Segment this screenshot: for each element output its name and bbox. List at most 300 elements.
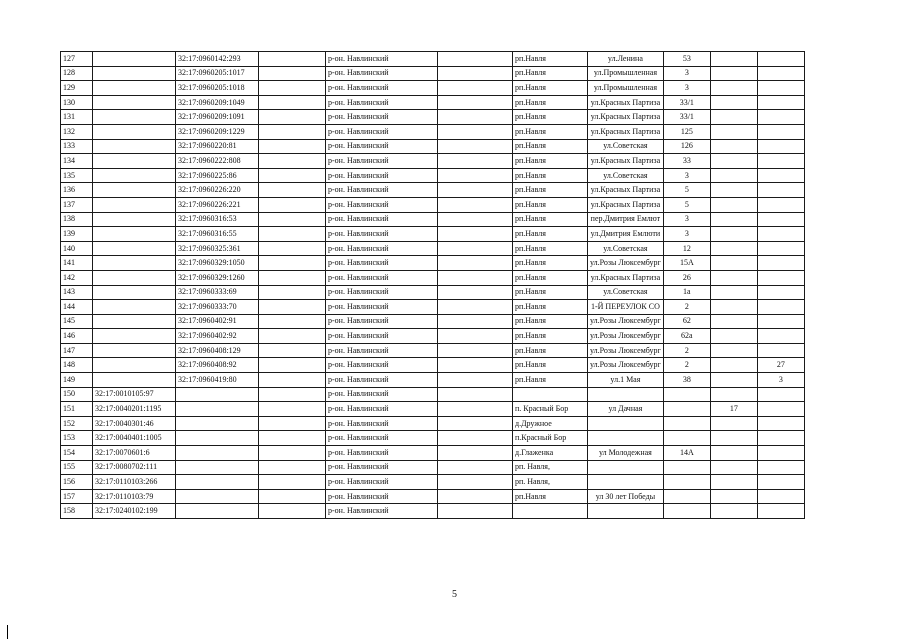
table-cell: [663, 504, 710, 519]
table-cell: ул.Советская: [588, 285, 664, 300]
table-cell: [757, 402, 804, 417]
table-cell: [757, 489, 804, 504]
table-cell: 144: [61, 300, 93, 315]
table-cell: ул.Розы Люксембург: [588, 329, 664, 344]
table-cell: [588, 475, 664, 490]
table-cell: [259, 197, 326, 212]
table-cell: [93, 168, 176, 183]
table-cell: 32:17:0010105:97: [93, 387, 176, 402]
table-cell: [259, 446, 326, 461]
table-cell: [710, 475, 757, 490]
table-cell: [710, 329, 757, 344]
table-cell: ул.Красных Партиза: [588, 154, 664, 169]
table-row: [61, 256, 805, 271]
table-cell: [710, 489, 757, 504]
table-cell: р-он. Навлинский: [326, 460, 438, 475]
table-cell: р-он. Навлинский: [326, 212, 438, 227]
table-cell: [438, 168, 513, 183]
table-cell: [259, 387, 326, 402]
table-cell: 32:17:0960408:92: [176, 358, 259, 373]
table-cell: [663, 416, 710, 431]
table-cell: рп.Навля: [513, 212, 588, 227]
table-row: [61, 446, 805, 461]
table-cell: ул.Красных Партиза: [588, 124, 664, 139]
table-row: [61, 460, 805, 475]
table-cell: [93, 256, 176, 271]
table-cell: р-он. Навлинский: [326, 475, 438, 490]
table-cell: [259, 300, 326, 315]
table-cell: 127: [61, 52, 93, 67]
table-cell: рп.Навля: [513, 168, 588, 183]
table-row: [61, 154, 805, 169]
table-cell: 131: [61, 110, 93, 125]
table-cell: р-он. Навлинский: [326, 314, 438, 329]
table-cell: 32:17:0960205:1017: [176, 66, 259, 81]
table-cell: [438, 343, 513, 358]
table-cell: [176, 460, 259, 475]
table-cell: [757, 241, 804, 256]
table-cell: 133: [61, 139, 93, 154]
table-cell: [176, 504, 259, 519]
table-cell: рп.Навля: [513, 358, 588, 373]
table-cell: 3: [663, 227, 710, 242]
table-cell: р-он. Навлинский: [326, 95, 438, 110]
table-cell: [710, 227, 757, 242]
table-row: [61, 475, 805, 490]
table-cell: 158: [61, 504, 93, 519]
table-cell: 32:17:0960333:70: [176, 300, 259, 315]
table-cell: [710, 256, 757, 271]
table-cell: [259, 139, 326, 154]
table-cell: [588, 387, 664, 402]
table-row: [61, 124, 805, 139]
table-cell: [710, 154, 757, 169]
table-cell: [259, 168, 326, 183]
table-cell: [710, 197, 757, 212]
table-cell: р-он. Навлинский: [326, 358, 438, 373]
table-cell: [757, 343, 804, 358]
table-cell: [757, 446, 804, 461]
table-cell: ул.Промышленная: [588, 81, 664, 96]
table-cell: [438, 431, 513, 446]
table-cell: [710, 139, 757, 154]
table-row: [61, 81, 805, 96]
table-cell: 137: [61, 197, 93, 212]
table-cell: ул.Красных Партиза: [588, 197, 664, 212]
table-cell: п.Красный Бор: [513, 431, 588, 446]
table-cell: р-он. Навлинский: [326, 329, 438, 344]
table-cell: [757, 329, 804, 344]
table-cell: [259, 227, 326, 242]
table-cell: 148: [61, 358, 93, 373]
table-cell: [93, 110, 176, 125]
table-cell: 3: [663, 212, 710, 227]
table-cell: 32:17:0960316:55: [176, 227, 259, 242]
table-cell: 15А: [663, 256, 710, 271]
table-cell: 142: [61, 270, 93, 285]
table-row: [61, 387, 805, 402]
table-cell: рп.Навля: [513, 270, 588, 285]
table-cell: [93, 154, 176, 169]
table-cell: [513, 504, 588, 519]
table-cell: р-он. Навлинский: [326, 402, 438, 417]
table-cell: [93, 270, 176, 285]
table-cell: [710, 168, 757, 183]
table-cell: [710, 212, 757, 227]
table-cell: 146: [61, 329, 93, 344]
table-cell: 33/1: [663, 110, 710, 125]
table-cell: 32:17:0040401:1005: [93, 431, 176, 446]
table-cell: [176, 446, 259, 461]
table-cell: 5: [663, 197, 710, 212]
table-cell: рп.Навля: [513, 139, 588, 154]
table-cell: [93, 66, 176, 81]
table-cell: [93, 227, 176, 242]
table-cell: [438, 154, 513, 169]
table-cell: [176, 387, 259, 402]
table-cell: [438, 504, 513, 519]
table-cell: ул.Красных Партиза: [588, 270, 664, 285]
table-cell: [438, 66, 513, 81]
table-cell: рп.Навля: [513, 95, 588, 110]
table-cell: 139: [61, 227, 93, 242]
table-cell: 32:17:0960329:1050: [176, 256, 259, 271]
table-cell: ул.Розы Люксембург: [588, 358, 664, 373]
table-cell: [757, 110, 804, 125]
table-cell: [438, 416, 513, 431]
table-cell: 32:17:0960209:1049: [176, 95, 259, 110]
table-cell: р-он. Навлинский: [326, 241, 438, 256]
table-cell: [259, 212, 326, 227]
table-cell: [259, 431, 326, 446]
table-cell: рп.Навля: [513, 373, 588, 388]
table-cell: [710, 52, 757, 67]
table-cell: 151: [61, 402, 93, 417]
records-table: [60, 51, 805, 519]
table-cell: [259, 314, 326, 329]
table-cell: [438, 460, 513, 475]
table-cell: [93, 329, 176, 344]
table-row: [61, 329, 805, 344]
table-cell: р-он. Навлинский: [326, 139, 438, 154]
table-cell: 3: [663, 168, 710, 183]
table-cell: 147: [61, 343, 93, 358]
table-cell: [259, 489, 326, 504]
table-cell: [710, 387, 757, 402]
table-row: [61, 358, 805, 373]
table-cell: [259, 256, 326, 271]
table-cell: [259, 110, 326, 125]
table-cell: [176, 402, 259, 417]
table-cell: [93, 52, 176, 67]
table-cell: [513, 387, 588, 402]
table-cell: 32:17:0240102:199: [93, 504, 176, 519]
table-row: [61, 66, 805, 81]
table-cell: ул.Ленина: [588, 52, 664, 67]
table-cell: [588, 460, 664, 475]
table-row: [61, 168, 805, 183]
table-cell: ул.Советская: [588, 241, 664, 256]
table-cell: 141: [61, 256, 93, 271]
table-cell: 132: [61, 124, 93, 139]
table-cell: [710, 183, 757, 198]
table-cell: рп.Навля: [513, 227, 588, 242]
table-cell: р-он. Навлинский: [326, 431, 438, 446]
table-row: [61, 416, 805, 431]
table-cell: [757, 416, 804, 431]
table-cell: [259, 154, 326, 169]
table-cell: [757, 183, 804, 198]
table-cell: [438, 197, 513, 212]
table-cell: рп.Навля: [513, 110, 588, 125]
table-cell: 5: [663, 183, 710, 198]
table-cell: рп.Навля: [513, 314, 588, 329]
table-cell: 155: [61, 460, 93, 475]
table-cell: [710, 300, 757, 315]
table-cell: 145: [61, 314, 93, 329]
table-row: [61, 52, 805, 67]
table-cell: 32:17:0960329:1260: [176, 270, 259, 285]
table-cell: 152: [61, 416, 93, 431]
table-cell: [710, 446, 757, 461]
table-cell: [438, 95, 513, 110]
table-cell: 3: [663, 81, 710, 96]
table-row: [61, 504, 805, 519]
table-cell: [259, 285, 326, 300]
table-cell: [438, 475, 513, 490]
table-cell: [710, 343, 757, 358]
table-cell: р-он. Навлинский: [326, 416, 438, 431]
table-cell: [588, 416, 664, 431]
table-cell: [259, 475, 326, 490]
table-cell: [259, 402, 326, 417]
table-cell: р-он. Навлинский: [326, 256, 438, 271]
table-cell: рп.Навля: [513, 66, 588, 81]
table-cell: 136: [61, 183, 93, 198]
table-cell: 125: [663, 124, 710, 139]
table-row: [61, 314, 805, 329]
table-cell: 32:17:0110103:79: [93, 489, 176, 504]
table-cell: 12: [663, 241, 710, 256]
table-cell: [757, 227, 804, 242]
table-cell: ул.Дмитрия Емлюти: [588, 227, 664, 242]
table-cell: рп.Навля: [513, 197, 588, 212]
table-cell: [757, 475, 804, 490]
table-cell: [710, 314, 757, 329]
table-row: [61, 300, 805, 315]
table-cell: [710, 504, 757, 519]
table-cell: 153: [61, 431, 93, 446]
table-cell: р-он. Навлинский: [326, 300, 438, 315]
table-cell: [663, 489, 710, 504]
table-row: [61, 373, 805, 388]
table-cell: 32:17:0110103:266: [93, 475, 176, 490]
table-cell: [438, 241, 513, 256]
table-cell: [710, 460, 757, 475]
table-cell: [438, 358, 513, 373]
table-cell: р-он. Навлинский: [326, 124, 438, 139]
margin-mark: [7, 625, 8, 639]
table-cell: [710, 81, 757, 96]
table-cell: [93, 81, 176, 96]
table-cell: [259, 241, 326, 256]
table-row: [61, 110, 805, 125]
table-cell: [588, 431, 664, 446]
table-cell: [438, 270, 513, 285]
table-cell: р-он. Навлинский: [326, 489, 438, 504]
table-cell: [710, 95, 757, 110]
table-cell: ул.1 Мая: [588, 373, 664, 388]
table-cell: [757, 460, 804, 475]
table-cell: [588, 504, 664, 519]
table-cell: р-он. Навлинский: [326, 110, 438, 125]
table-cell: 3: [663, 66, 710, 81]
table-cell: рп. Навля,: [513, 460, 588, 475]
table-row: [61, 402, 805, 417]
table-cell: [757, 314, 804, 329]
table-cell: [757, 256, 804, 271]
table-cell: [438, 314, 513, 329]
table-cell: 32:17:0960419:80: [176, 373, 259, 388]
table-cell: р-он. Навлинский: [326, 81, 438, 96]
table-cell: р-он. Навлинский: [326, 285, 438, 300]
table-cell: р-он. Навлинский: [326, 343, 438, 358]
table-cell: ул.Розы Люксембург: [588, 314, 664, 329]
table-cell: 2: [663, 300, 710, 315]
table-cell: [259, 183, 326, 198]
table-cell: ул.Розы Люксембург: [588, 256, 664, 271]
table-cell: 32:17:0960209:1229: [176, 124, 259, 139]
table-cell: 32:17:0960220:81: [176, 139, 259, 154]
table-cell: [93, 358, 176, 373]
table-cell: 32:17:0960226:220: [176, 183, 259, 198]
table-cell: [663, 402, 710, 417]
table-cell: [710, 416, 757, 431]
table-cell: [438, 139, 513, 154]
table-cell: 143: [61, 285, 93, 300]
table-cell: рп.Навля: [513, 343, 588, 358]
table-cell: [259, 504, 326, 519]
table-row: [61, 197, 805, 212]
table-cell: [438, 329, 513, 344]
table-cell: 32:17:0960209:1091: [176, 110, 259, 125]
table-cell: р-он. Навлинский: [326, 504, 438, 519]
table-cell: [757, 81, 804, 96]
table-cell: ул Молодежная: [588, 446, 664, 461]
table-cell: [93, 314, 176, 329]
table-cell: 27: [757, 358, 804, 373]
table-cell: рп.Навля: [513, 154, 588, 169]
table-cell: пер.Дмитрия Емлют: [588, 212, 664, 227]
table-cell: [259, 343, 326, 358]
table-cell: п. Красный Бор: [513, 402, 588, 417]
table-cell: д.Глаженка: [513, 446, 588, 461]
table-cell: ул.Красных Партиза: [588, 110, 664, 125]
table-cell: 140: [61, 241, 93, 256]
table-cell: [757, 124, 804, 139]
table-row: [61, 212, 805, 227]
table-cell: 32:17:0960333:69: [176, 285, 259, 300]
table-cell: [663, 475, 710, 490]
table-cell: [93, 343, 176, 358]
table-cell: 53: [663, 52, 710, 67]
table-cell: [438, 183, 513, 198]
records-table-body: [61, 52, 805, 519]
table-row: [61, 270, 805, 285]
table-cell: [710, 431, 757, 446]
table-cell: рп.Навля: [513, 489, 588, 504]
table-cell: [438, 124, 513, 139]
table-cell: [757, 431, 804, 446]
table-cell: 32:17:0040301:46: [93, 416, 176, 431]
table-cell: [438, 52, 513, 67]
table-cell: [438, 300, 513, 315]
table-row: [61, 489, 805, 504]
table-cell: [663, 387, 710, 402]
table-cell: 32:17:0080702:111: [93, 460, 176, 475]
table-cell: [259, 329, 326, 344]
table-cell: ул.Советская: [588, 168, 664, 183]
table-cell: 1-Й ПЕРЕУЛОК СО: [588, 300, 664, 315]
table-cell: [259, 373, 326, 388]
table-cell: 62: [663, 314, 710, 329]
table-cell: р-он. Навлинский: [326, 52, 438, 67]
table-cell: [438, 402, 513, 417]
table-cell: [176, 475, 259, 490]
table-cell: 32:17:0960225:86: [176, 168, 259, 183]
table-cell: [710, 110, 757, 125]
table-cell: 32:17:0960316:53: [176, 212, 259, 227]
table-cell: рп.Навля: [513, 256, 588, 271]
table-row: [61, 285, 805, 300]
table-cell: [93, 95, 176, 110]
table-cell: [710, 66, 757, 81]
table-cell: [757, 168, 804, 183]
table-cell: 150: [61, 387, 93, 402]
table-cell: [93, 183, 176, 198]
table-cell: [757, 504, 804, 519]
table-cell: [259, 460, 326, 475]
table-cell: р-он. Навлинский: [326, 227, 438, 242]
table-cell: рп.Навля: [513, 183, 588, 198]
table-cell: рп.Навля: [513, 300, 588, 315]
table-cell: 129: [61, 81, 93, 96]
table-cell: [710, 358, 757, 373]
table-cell: р-он. Навлинский: [326, 373, 438, 388]
table-cell: [757, 95, 804, 110]
table-cell: 32:17:0960402:92: [176, 329, 259, 344]
table-cell: ул 30 лет Победы: [588, 489, 664, 504]
table-cell: 62а: [663, 329, 710, 344]
table-cell: р-он. Навлинский: [326, 387, 438, 402]
table-cell: рп.Навля: [513, 329, 588, 344]
table-cell: [438, 446, 513, 461]
table-cell: ул.Советская: [588, 139, 664, 154]
table-cell: [757, 139, 804, 154]
table-cell: [93, 212, 176, 227]
table-cell: [757, 52, 804, 67]
table-cell: [438, 227, 513, 242]
table-cell: 32:17:0960408:129: [176, 343, 259, 358]
table-cell: [438, 256, 513, 271]
table-cell: [259, 416, 326, 431]
table-cell: 32:17:0040201:1195: [93, 402, 176, 417]
table-cell: р-он. Навлинский: [326, 270, 438, 285]
table-cell: 14А: [663, 446, 710, 461]
table-cell: д.Дружное: [513, 416, 588, 431]
table-cell: [663, 460, 710, 475]
table-cell: [438, 373, 513, 388]
